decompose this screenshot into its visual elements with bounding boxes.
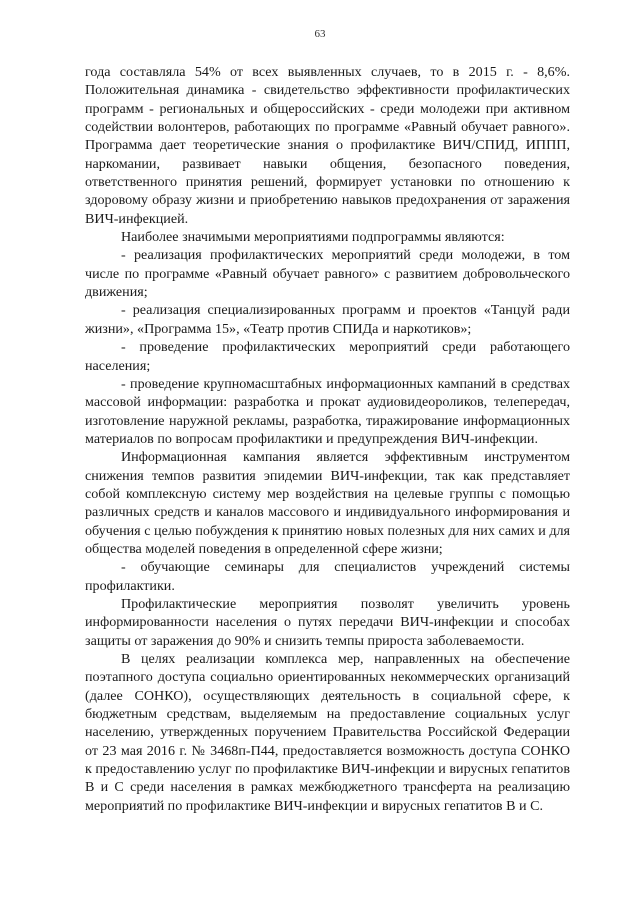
list-item-4: - проведение крупномасштабных информационных кампаний в средствах массовой информации: разработка и прокат аудиовидеороликов, телепередач, изготовление наружной рекламы, разработка, тиражирование информационных материалов по вопросам профилактики и предупреждения ВИЧ-инфекции. [85,375,570,447]
paragraph-1: года составляла 54% от всех выявленных случаев, то в 2015 г. - 8,6%. Положительная динамика - свидетельство эффективности профилактических программ - региональных и общероссийских - среди молодежи при активном содействии волонтеров, работающих по программе «Равный обучает равного». Программа дает теоретические знания о профилактике ВИЧ/СПИД, ИППП, наркомании, развивает навыки общения, безопасного поведения, ответственного принятия решений, формирует установки по отношению к здоровому образу жизни и приобретению навыков предохранения от заражения ВИЧ-инфекцией. [85,64,570,227]
paragraph-4: Профилактические мероприятия позволят увеличить уровень информированности населения о путях передачи ВИЧ-инфекции и способах защиты от заражения до 90% и снизить темпы прироста заболеваемости. [85,595,570,649]
paragraph-2: Наиболее значимыми мероприятиями подпрограммы являются: [121,229,505,246]
paragraph-5: В целях реализации комплекса мер, направленных на обеспечение поэтапного доступа социально ориентированных некоммерческих организаций (далее СОНКО), осуществляющих деятельность в социальной сфере, к бюджетным средствам, выделяемым на предоставление социальных услуг населению, утвержденных поручением Правительства Российской Федерации от 23 мая 2016 г. № 3468п-П44, предоставляется возможность доступа СОНКО к предоставлению услуг по профилактике ВИЧ-инфекции и вирусных гепатитов В и С среди населения в рамках межбюджетного трансферта на реализацию мероприятий по профилактике ВИЧ-инфекции и вирусных гепатитов В и С. [85,651,570,814]
page-number: 63 [314,28,326,40]
list-item-5: - обучающие семинары для специалистов учреждений системы профилактики. [85,559,570,594]
list-item-2: - реализация специализированных программ и проектов «Танцуй ради жизни», «Программа 15», «Театр против СПИДа и наркотиков»; [85,302,570,337]
list-item-3: - проведение профилактических мероприятий среди работающего населения; [85,339,570,374]
document-body [85,63,570,815]
list-item-1: - реализация профилактических мероприятий среди молодежи, в том числе по программе «Равный обучает равного» с развитием добровольческого движения; [85,247,570,301]
paragraph-3: Информационная кампания является эффективным инструментом снижения темпов развития эпидемии ВИЧ-инфекции, так как представляет собой комплексную систему мер воздействия на целевые группы с помощью различных средств и каналов массового и индивидуального информирования и обучения с целью побуждения к принятию новых полезных для них самих и для общества моделей поведения в определенной сфере жизни; [85,449,570,557]
